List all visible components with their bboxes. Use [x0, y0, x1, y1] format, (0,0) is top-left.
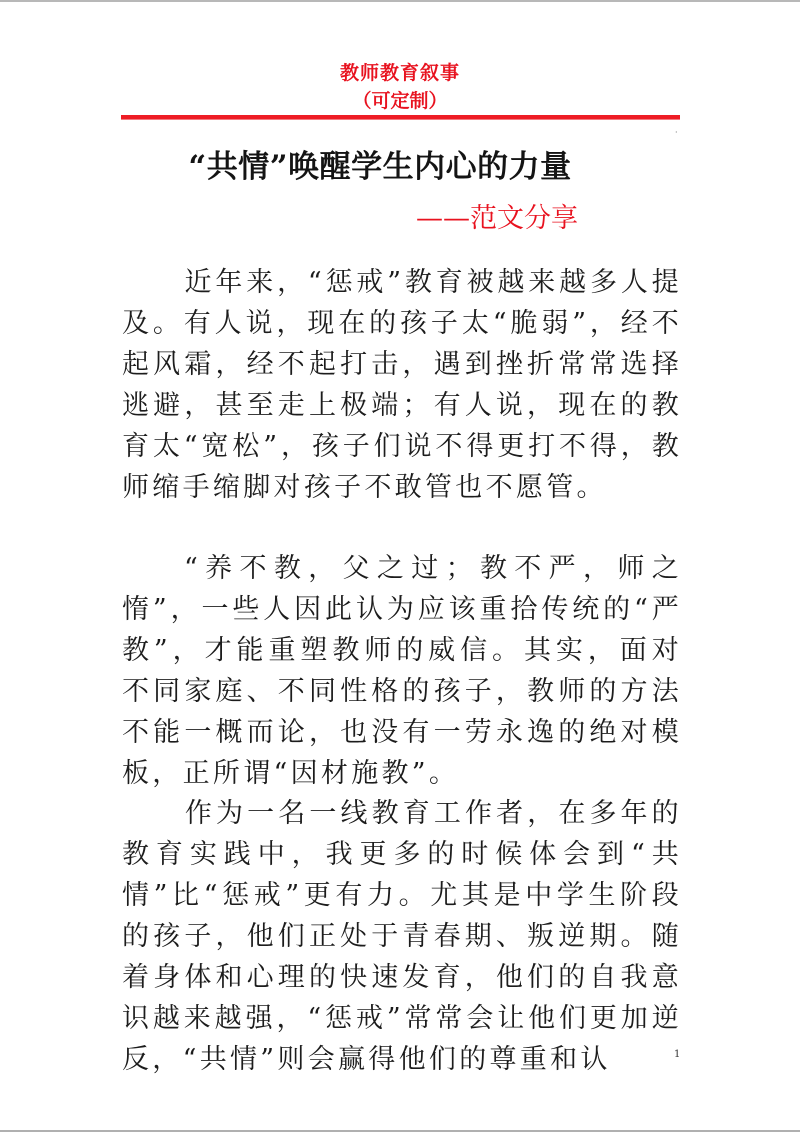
header-title: 教师教育叙事	[339, 62, 460, 84]
paragraph-3	[122, 793, 682, 1080]
header-divider	[121, 115, 680, 119]
paragraph-text: “养不教，父之过；教不严，师之惰”，一些人因此认为应该重拾传统的“严教”，才能重塑教师的威信。其实，面对不同家庭、不同性格的孩子，教师的方法不能一概而论，也没有一劳永逸的绝对模板，正所谓“因材施教”。	[122, 553, 682, 789]
paragraph-1	[122, 262, 682, 508]
paragraph-text: 作为一名一线教育工作者，在多年的教育实践中，我更多的时候体会到“共情”比“惩戒”更有力。尤其是中学生阶段的孩子，他们正处于青春期、叛逆期。随着身体和心理的快速发育，他们的自我意识越来越强，“惩戒”常常会让他们更加逆反，“共情”则会赢得他们的尊重和认	[122, 798, 682, 1075]
document-subtitle: ——范文分享	[416, 203, 578, 234]
paragraph-text: 近年来，“惩戒”教育被越来越多人提及。有人说，现在的孩子太“脆弱”，经不起风霜，经不起打击，遇到挫折常常选择逃避，甚至走上极端；有人说，现在的教育太“宽松”，孩子们说不得更打不得，教师缩手缩脚对孩子不敢管也不愿管。	[122, 267, 682, 503]
document-title: “共情”唤醒学生内心的力量	[188, 149, 572, 185]
paragraph-2	[122, 548, 682, 794]
corner-mark: ·	[675, 128, 678, 137]
page-top-edge	[0, 0, 800, 2]
page-number: 1	[674, 1049, 681, 1060]
header-subtitle: （可定制）	[352, 90, 448, 112]
